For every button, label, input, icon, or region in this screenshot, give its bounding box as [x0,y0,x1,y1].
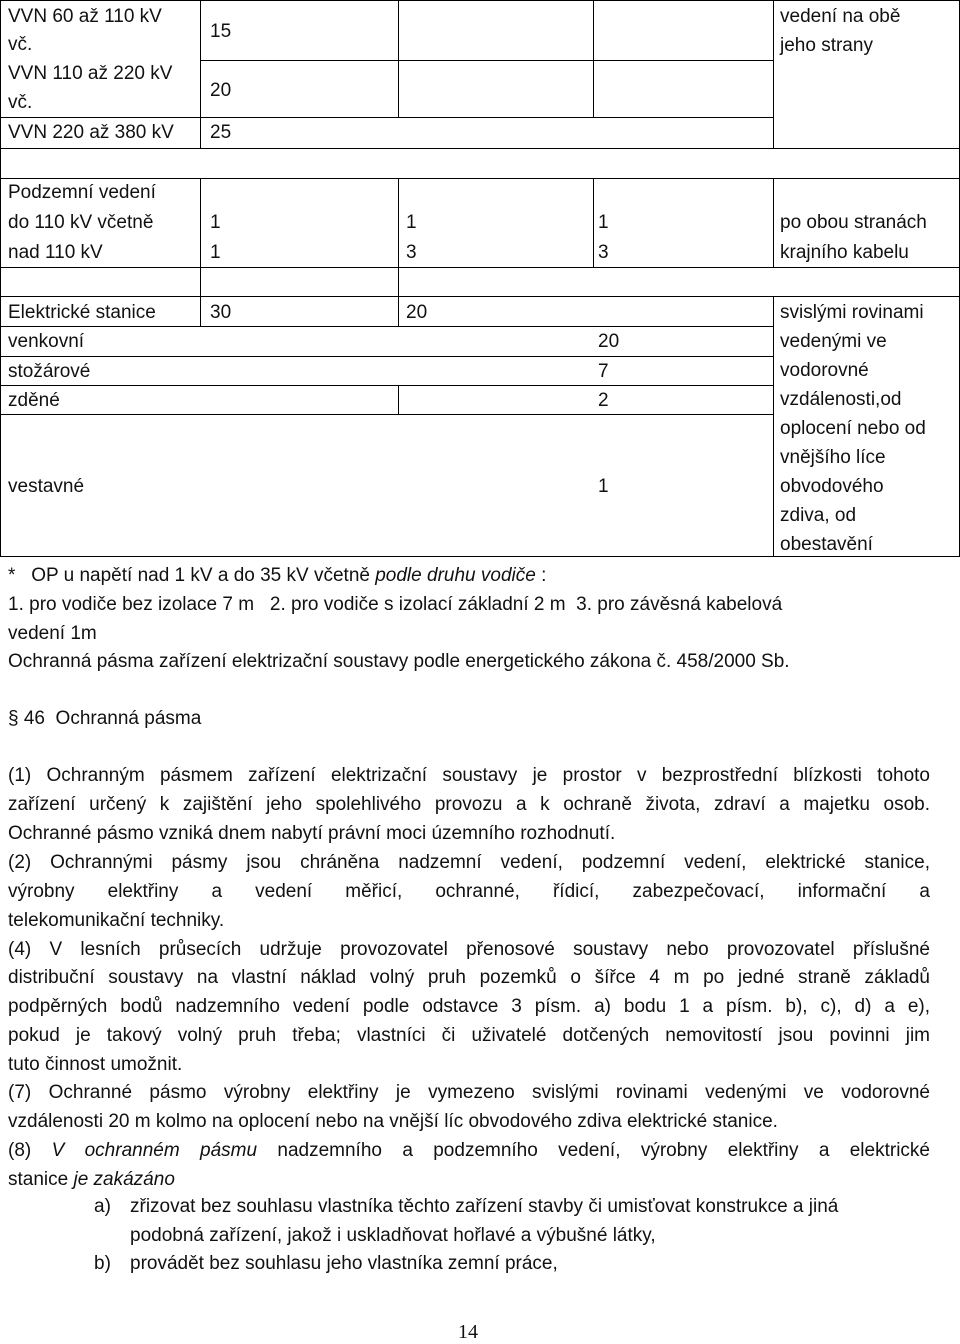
paragraph-8-number: (8) [8,1140,52,1161]
underground-row2-a: 1 [210,242,221,263]
stations-row-stozarove-label: stožárové [8,361,91,382]
underground-row2-b: 3 [406,242,417,263]
stations-row-vestavne-label: vestavné [8,476,85,497]
paragraph-1-line2: zařízení určený k zajištění jeho spolehlivého provozu a k ochraně života, zdraví a majetku osob. [8,794,930,815]
footnote-line2: 1. pro vodiče bez izolace 7 m 2. pro vodiče s izolací základní 2 m 3. pro závěsná kabelová [8,594,783,615]
vvn-110-label: VVN 110 až 220 kV [8,63,173,84]
underground-note-line1: po obou stranách [780,212,927,233]
list-item-line1: zřizovat bez souhlasu vlastníka těchto zařízení stavby či umisťovat konstrukce a jiná [130,1196,839,1217]
footnote-line4: Ochranná pásma zařízení elektrizační soustavy podle energetického zákona č. 458/2000 Sb. [8,651,790,672]
vvn-60-value: 15 [210,21,232,42]
paragraph-8-text: nadzemního a podzemního vedení, výrobny elektřiny a elektrické [257,1140,930,1161]
stations-note-line8: zdiva, od [780,505,857,526]
stations-note-line7: obvodového [780,476,884,497]
stations-row-zdene-label: zděné [8,390,60,411]
underground-row1-c: 1 [598,212,609,233]
stations-row-venkovni-label: venkovní [8,331,85,352]
stations-note-line9: obestavění [780,534,873,555]
stations-value-b: 20 [406,302,428,323]
stations-note-line3: vodorovné [780,360,869,381]
footnote-line1 [8,561,930,590]
paragraph-4-line5: tuto činnost umožnit. [8,1054,183,1075]
underground-note-line2: krajního kabelu [780,242,909,263]
vvn-note-line2: jeho strany [780,35,873,56]
paragraph-7-line2: vzdálenosti 20 m kolmo na oplocení nebo na vnější líc obvodového zdiva elektrické stanice. [8,1111,778,1132]
paragraph-8-line2-italic: je zakázáno [73,1169,175,1190]
underground-row1-label: do 110 kV včetně [8,212,154,233]
list-item-marker: a) [94,1196,111,1217]
paragraph-7-line1: (7) Ochranné pásmo výrobny elektřiny je vymezeno svislými rovinami vedenými ve vodorovné [8,1082,930,1103]
list-item-marker: b) [94,1253,111,1274]
stations-value-a: 30 [210,302,232,323]
paragraph-4-line2: distribuční soustavy na vlastní náklad volný pruh pozemků o šířce 4 m po jedné straně základů [8,967,930,988]
stations-note-line1: svislými rovinami [780,302,924,323]
list-item-line2: podobná zařízení, jakož i uskladňovat hořlavé a výbušné látky, [130,1225,656,1246]
vvn-110-value: 20 [210,80,232,101]
underground-row1-a: 1 [210,212,221,233]
section-heading: § 46 Ochranná pásma [8,708,202,729]
vvn-110-label-cont: vč. [8,92,33,113]
paragraph-8-line2-text: stanice [8,1169,74,1190]
paragraph-1-line3: Ochranné pásmo vzniká dnem nabytí právní moci územního rozhodnutí. [8,823,616,844]
vvn-60-label-cont: vč. [8,34,33,55]
vvn-note-line1: vedení na obě [780,6,901,27]
footnote-line1-italic: podle druhu vodiče [375,565,536,586]
underground-row2-label: nad 110 kV [8,242,103,263]
underground-row2-c: 3 [598,242,609,263]
footnote-line1-prefix: * OP u napětí nad 1 kV a do 35 kV včetně [8,565,376,586]
footnote-line1-suffix: : [535,565,547,586]
list-item-line1: provádět bez souhlasu jeho vlastníka zemní práce, [130,1253,558,1274]
paragraph-8-italic: V ochranném pásmu [51,1140,258,1161]
paragraph-4-line1: (4) V lesních průsecích udržuje provozovatel přenosové soustavy nebo provozovatel příslušné [8,939,930,960]
paragraph-2-line1: (2) Ochrannými pásmy jsou chráněna nadzemní vedení, podzemní vedení, elektrické stanice, [8,852,930,873]
paragraph-2-line2: výrobny elektřiny a vedení měřicí, ochranné, řídicí, zabezpečovací, informační a [8,881,930,902]
paragraph-4-line3: podpěrných bodů nadzemního vedení podle odstavce 3 písm. a) bodu 1 a písm. b), c), d) a e), [8,996,930,1017]
paragraph-8-line2 [8,1165,930,1194]
page-number: 14 [458,1321,478,1343]
vvn-220-value: 25 [210,122,232,143]
vvn-220-label: VVN 220 až 380 kV [8,122,174,143]
stations-title: Elektrické stanice [8,302,156,323]
stations-row-stozarove-value: 7 [598,361,609,382]
paragraph-2-line3: telekomunikační techniky. [8,910,225,931]
vvn-60-label: VVN 60 až 110 kV [8,6,162,27]
footnote-line3: vedení 1m [8,623,97,644]
paragraph-4-line4: pokud je takový volný pruh třeba; vlastníci či uživatelé dotčených nemovitostí jsou povinni jim [8,1025,930,1046]
underground-row1-b: 1 [406,212,417,233]
underground-title: Podzemní vedení [8,182,156,203]
stations-note-line2: vedenými ve [780,331,887,352]
stations-note-line5: oplocení nebo od [780,418,926,439]
stations-note-line6: vnějšího líce [780,447,886,468]
stations-row-vestavne-value: 1 [598,476,609,497]
paragraph-8-line1 [8,1136,930,1165]
stations-note-line4: vzdálenosti,od [780,389,902,410]
paragraph-1-line1: (1) Ochranným pásmem zařízení elektrizační soustavy je prostor v bezprostřední blízkosti tohoto [8,765,930,786]
stations-row-zdene-value: 2 [598,390,609,411]
stations-row-venkovni-value: 20 [598,331,620,352]
